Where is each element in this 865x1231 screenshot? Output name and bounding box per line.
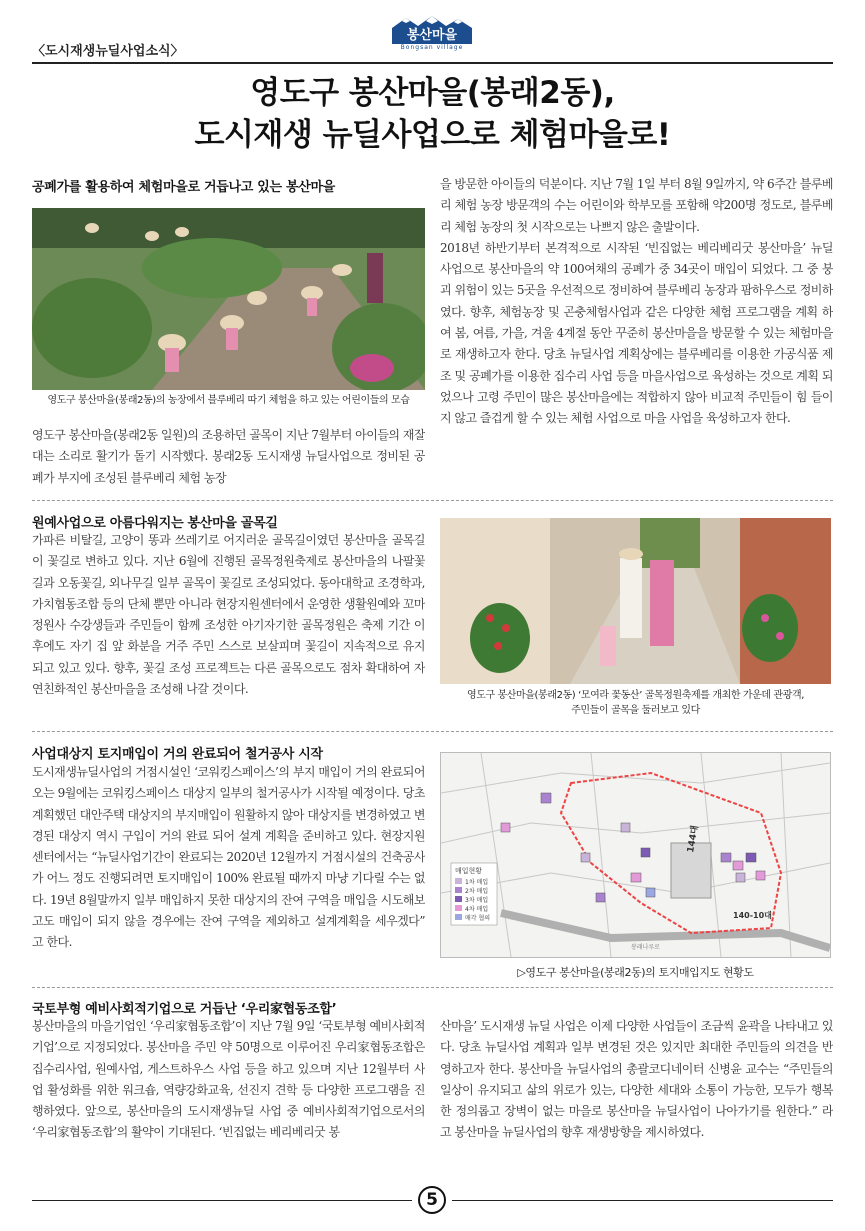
section-divider — [32, 731, 833, 732]
header-rule — [32, 62, 833, 64]
land-map-illustration — [441, 753, 830, 957]
map-label-144: 144대 — [686, 824, 701, 854]
legend-swatch-2 — [455, 887, 462, 893]
legend-item-1: 1차 매입 — [465, 879, 489, 886]
section-4-left-text: 봉산마을의 마을기업인 ‘우리家협동조합’이 지난 7월 9일 ‘국토부형 예비사회적기업’으로 지정되었다. 봉산마을 주민 약 50명으로 이루어진 우리家협동조합은 집수리사업, 원예사업, 게스트하우스 사업 등을 하고 있으며 지난 12월부터 사업 활성화를 위한 워크숍, 역량강화교육, 선진지 견학 등 다양한 프로그램을 진행하였다. 앞으로, 봉산마을의 도시재생뉴딜 사업 중 예비사회적기업으로서의 ‘우리家협동조합’의 활약이 기대된다. ‘빈집없는 베리베리굿 봉 — [32, 1019, 425, 1140]
alley-garden-photo — [440, 518, 831, 684]
headline-line-2: 도시재생 뉴딜사업으로 체험마을로! — [194, 117, 671, 153]
legend-title: 매입현황 — [455, 867, 483, 875]
section-1-right-text — [440, 174, 833, 491]
section-1-right-paragraph-1: 을 방문한 아이들의 덕분이다. 지난 7월 1일 부터 8월 9일까지, 약 6주간 블루베리 체험 농장 방문객의 수는 어린이와 학부모를 포함해 약200명 정도로, 블루베리 체험 농장의 첫 시작으로는 나쁘지 않은 출발이다. — [440, 177, 833, 234]
legend-swatch-4 — [455, 905, 462, 911]
section-divider — [32, 500, 833, 501]
section-1-photo-caption: 영도구 봉산마을(봉래2동)의 농장에서 블루베리 따기 체험을 하고 있는 어린이들의 모습 — [47, 395, 410, 406]
section-divider — [32, 987, 833, 988]
logo-subtitle: Bongsan village — [400, 44, 464, 51]
footer-rule-left — [32, 1200, 412, 1201]
section-label: 〈도시재생뉴딜사업소식〉 — [32, 44, 184, 59]
section-2-title: 원예사업으로 아름다워지는 봉산마을 골목길 — [32, 516, 278, 531]
section-1-left-text: 영도구 봉산마을(봉래2동 일원)의 조용하던 골목이 지난 7월부터 아이들의 재잘대는 소리로 활기가 돌기 시작했다. 봉래2동 도시재생 뉴딜사업으로 정비된 공폐가 부지에 조성된 블루베리 체험 농장 — [32, 428, 425, 485]
logo-text: 봉산마을 — [406, 28, 458, 43]
section-2-text: 가파른 비탈길, 고양이 똥과 쓰레기로 어지러운 골목길이였던 봉산마을 골목길이 꽃길로 변하고 있다. 지난 6월에 진행된 골목정원축제로 봉산마을의 나팔꽃길과 오동꽃길, 외나무길 일부 골목이 꽃길로 조성되었다. 동아대학교 조경학과, 가치협동조합 등의 단체 뿐만 아니라 현장지원센터에서 운영한 생활원예와 꼬마정원사 수강생들과 주민들이 함께 조성한 아기자기한 골목정원은 축제 기간 이후에도 자기 집 앞 화분을 거주 주민 스스로 보살피며 꽃길이 지속적으로 유지 되고 있고 있다. 향후, 꽃길 조성 프로젝트는 다른 골목으로도 점차 확대하여 자연친화적인 봉산마을을 조성해 나갈 것이다. — [32, 533, 425, 697]
legend-item-3: 3차 매입 — [465, 897, 489, 904]
section-4-right-text: 산마을’ 도시재생 뉴딜 사업은 이제 다양한 사업들이 조금씩 윤곽을 나타내고 있다. 당초 뉴딜사업 계획과 일부 변경된 것은 있지만 최대한 주민들의 의견을 반영하고자 한다. 봉산마을 뉴딜사업의 총괄코디네이터 신병윤 교수는 “주민들의 일상이 유지되고 삶의 위로가 있는, 다양한 세대와 소통이 가능한, 모두가 행복한 정의롭고 장벽이 없는 마을로 봉산마을 뉴딜사업이 나아가기를 원한다.” 라고 봉산마을 뉴딜사업의 향후 재생방향을 제시하였다. — [440, 1019, 833, 1140]
section-1-title: 공폐가를 활용하여 체험마을로 거듭나고 있는 봉산마을 — [32, 180, 336, 195]
section-3-title: 사업대상지 토지매입이 거의 완료되어 철거공사 시작 — [32, 747, 323, 762]
farm-photo-illustration — [32, 208, 425, 390]
section-4-title: 국토부형 예비사회적기업으로 거듭난 ‘우리家협동조합’ — [32, 1002, 337, 1017]
footer-rule-right — [452, 1200, 833, 1201]
headline-line-1: 영도구 봉산마을(봉래2동), — [250, 75, 615, 111]
section-2-photo-caption — [440, 688, 831, 718]
legend-swatch-3 — [455, 896, 462, 902]
legend-swatch-5 — [455, 914, 462, 920]
legend-item-5: 매각 협의 — [465, 915, 491, 922]
page-number: 5 — [418, 1186, 446, 1214]
map-label-140-10: 140-10대 — [733, 911, 772, 920]
section-1-right-paragraph-2: 2018년 하반기부터 본격적으로 시작된 ‘빈집없는 베리베리굿 봉산마을’ 뉴딜 사업으로 봉산마을의 약 100여채의 공폐가 중 34곳이 매입이 되었다. 그 중 붕괴 위험이 있는 5곳을 우선적으로 정비하여 블루베리 농장과 팜하우스로 정비하였다. 향후, 체험농장 및 곤충체험사업과 같은 다양한 체험 프로그램을 계획 하여 봄, 여름, 가을, 겨울 4계절 동안 꾸준히 봉산마을을 방문할 수 있는 체험마을로 재생하고자 한다. 당초 뉴딜사업 계획상에는 블루베리를 이용한 가공식품 제조 및 공폐가를 이용한 집수리 사업 등을 마을사업으로 육성하는 것으로 계획 되었으나 고령 주민이 많은 봉산마을에는 적합하지 않아 비교적 주민들이 힘 들이지 않고 즐겁게 할 수 있는 체험 사업으로 마을 사업을 육성하고자 한다. — [440, 240, 833, 426]
village-logo — [386, 14, 478, 58]
map-road-label: 봉래나루로 — [631, 944, 660, 951]
section-2-caption-line-1: 영도구 봉산마을(봉래2동) ‘모여라 꽃동산’ 골목정원축제를 개최한 가운데 관광객, — [466, 690, 805, 701]
alley-photo-illustration — [440, 518, 831, 684]
page-headline — [32, 72, 833, 156]
blueberry-farm-photo — [32, 208, 425, 390]
legend-item-2: 2차 매입 — [465, 888, 489, 895]
section-3-map-caption: ▷영도구 봉산마을(봉래2동)의 토지매입지도 현황도 — [517, 966, 754, 979]
land-purchase-map — [440, 752, 831, 958]
legend-item-4: 4차 매입 — [465, 906, 489, 913]
legend-swatch-1 — [455, 878, 462, 884]
section-2-caption-line-2: 주민들이 골목을 둘러보고 있다 — [571, 705, 700, 716]
section-3-text: 도시재생뉴딜사업의 거점시설인 ‘코워킹스페이스’의 부지 매입이 거의 완료되어 오는 9월에는 코워킹스페이스 대상지 일부의 철거공사가 시작될 예정이다. 당초 계획했던 대안주택 대상지의 부지매입이 원활하지 않아 대상지를 변경하였고 변경된 대상지 역시 구입이 거의 완료 되어 설계 계획을 준비하고 있다. 현장지원센터에서는 “뉴딜사업기간이 완료되는 2020년 12월까지 거점시설의 건축공사가 어느 정도 진행되려면 토지매입이 100% 완료될 때까지 마냥 기다릴 수는 없다. 19년 8월말까지 일부 매입하지 못한 대상지의 잔여 구역을 매입을 시도해보고도 매입이 되지 않을 경우에는 잔여 구역을 제외하고 설계계획을 세우겠다” 고 한다. — [32, 765, 425, 950]
